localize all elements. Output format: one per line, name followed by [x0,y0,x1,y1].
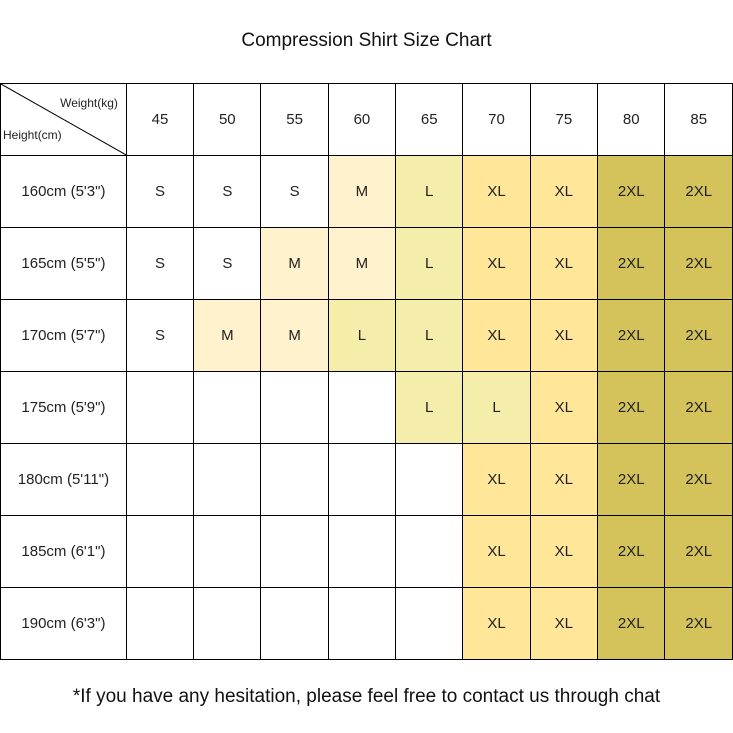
size-cell [261,372,328,444]
size-cell [328,516,395,588]
size-cell: XL [463,588,530,660]
height-label-cell: 160cm (5'3") [1,156,127,228]
size-cell: XL [463,156,530,228]
size-cell [328,372,395,444]
weight-header-cell: 65 [396,84,463,156]
size-cell: XL [530,372,597,444]
size-cell [194,444,261,516]
size-cell [396,588,463,660]
size-row [1,516,733,588]
height-label-cell: 190cm (6'3") [1,588,127,660]
weight-header-cell: 70 [463,84,530,156]
size-cell [328,588,395,660]
size-cell: S [126,300,193,372]
size-cell: 2XL [598,588,665,660]
weight-header-row [1,84,733,156]
size-cell: 2XL [665,516,733,588]
size-cell: S [194,156,261,228]
size-cell: XL [530,588,597,660]
size-cell [126,372,193,444]
size-cell: 2XL [665,588,733,660]
diagonal-divider [1,84,128,156]
weight-axis-label: Weight(kg) [60,96,118,110]
size-cell: S [194,228,261,300]
size-cell: XL [530,156,597,228]
size-cell: M [328,156,395,228]
size-cell: M [261,228,328,300]
weight-header-cell: 55 [261,84,328,156]
size-cell: 2XL [665,300,733,372]
weight-header-cell: 60 [328,84,395,156]
size-cell: XL [530,228,597,300]
size-cell: 2XL [598,300,665,372]
size-cell: L [463,372,530,444]
weight-header-cell: 50 [194,84,261,156]
size-cell: XL [530,300,597,372]
size-cell [396,516,463,588]
size-cell: XL [463,228,530,300]
size-cell: XL [530,516,597,588]
size-cell: M [261,300,328,372]
size-cell: 2XL [598,444,665,516]
size-cell [126,444,193,516]
weight-header-cell: 85 [665,84,733,156]
chart-body [1,156,733,660]
size-chart-table [0,83,733,660]
size-cell: M [194,300,261,372]
weight-header-cell: 80 [598,84,665,156]
size-cell: XL [530,444,597,516]
height-label-cell: 185cm (6'1") [1,516,127,588]
size-cell: 2XL [598,516,665,588]
size-cell: S [126,228,193,300]
size-cell: XL [463,516,530,588]
size-row [1,156,733,228]
size-row [1,588,733,660]
size-cell: 2XL [665,156,733,228]
size-cell [261,588,328,660]
height-label-cell: 170cm (5'7") [1,300,127,372]
size-cell: 2XL [598,156,665,228]
height-axis-label: Height(cm) [3,128,62,142]
size-cell: L [396,372,463,444]
size-cell: 2XL [665,228,733,300]
size-row [1,444,733,516]
size-cell [194,516,261,588]
size-cell [126,516,193,588]
size-row [1,300,733,372]
weight-header-cell: 75 [530,84,597,156]
size-cell [261,516,328,588]
height-label-cell: 180cm (5'11") [1,444,127,516]
size-cell: 2XL [598,372,665,444]
size-cell [126,588,193,660]
size-cell: L [328,300,395,372]
size-cell: M [328,228,395,300]
size-cell [328,444,395,516]
size-cell: 2XL [665,444,733,516]
size-cell [261,444,328,516]
size-cell: L [396,300,463,372]
size-cell: 2XL [598,228,665,300]
size-cell: XL [463,444,530,516]
size-cell [396,444,463,516]
size-cell [194,588,261,660]
size-row [1,228,733,300]
size-cell: L [396,156,463,228]
size-cell: S [261,156,328,228]
chart-title: Compression Shirt Size Chart [241,30,492,51]
size-cell: L [396,228,463,300]
size-cell: 2XL [665,372,733,444]
size-row [1,372,733,444]
contact-note: *If you have any hesitation, please feel free to contact us through chat [72,686,661,707]
size-cell [194,372,261,444]
height-label-cell: 165cm (5'5") [1,228,127,300]
size-cell: S [126,156,193,228]
size-cell: XL [463,300,530,372]
corner-cell [1,84,127,156]
height-label-cell: 175cm (5'9") [1,372,127,444]
weight-header-cell: 45 [126,84,193,156]
